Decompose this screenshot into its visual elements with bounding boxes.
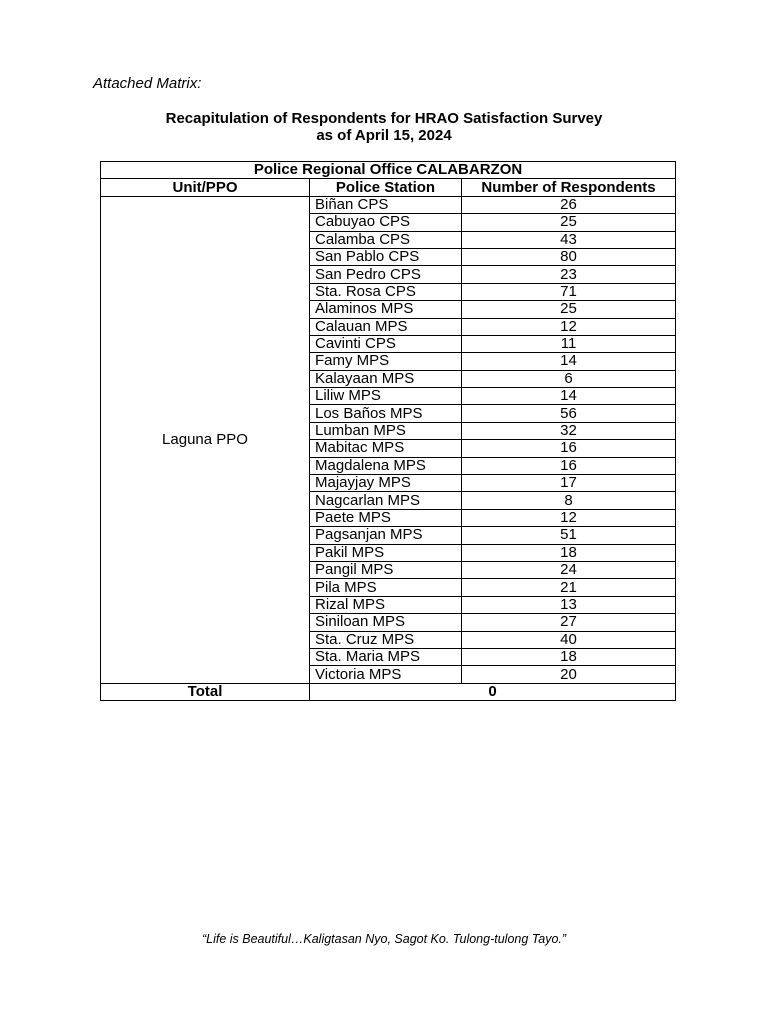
station-cell: Calamba CPS <box>310 231 462 248</box>
total-row <box>101 683 676 700</box>
respondents-cell: 25 <box>462 214 676 231</box>
station-cell: Kalayaan MPS <box>310 370 462 387</box>
document-title: Recapitulation of Respondents for HRAO Satisfaction Survey <box>165 110 603 127</box>
station-cell: Cabuyao CPS <box>310 214 462 231</box>
respondents-cell: 27 <box>462 614 676 631</box>
station-cell: Famy MPS <box>310 353 462 370</box>
respondents-cell: 12 <box>462 318 676 335</box>
station-cell: Nagcarlan MPS <box>310 492 462 509</box>
respondents-cell: 21 <box>462 579 676 596</box>
respondents-cell: 8 <box>462 492 676 509</box>
respondents-cell: 12 <box>462 509 676 526</box>
respondents-cell: 13 <box>462 596 676 613</box>
station-cell: Liliw MPS <box>310 388 462 405</box>
respondents-cell: 18 <box>462 648 676 665</box>
respondents-cell: 32 <box>462 422 676 439</box>
table-row <box>101 196 676 213</box>
respondents-cell: 24 <box>462 561 676 578</box>
respondents-cell: 26 <box>462 196 676 213</box>
station-cell: Pangil MPS <box>310 561 462 578</box>
station-cell: Siniloan MPS <box>310 614 462 631</box>
respondents-cell: 23 <box>462 266 676 283</box>
station-cell: Mabitac MPS <box>310 440 462 457</box>
station-cell: Alaminos MPS <box>310 301 462 318</box>
respondents-cell: 25 <box>462 301 676 318</box>
document-subtitle-date: as of April 15, 2024 <box>316 127 452 144</box>
station-cell: Sta. Maria MPS <box>310 648 462 665</box>
respondents-cell: 16 <box>462 457 676 474</box>
respondents-cell: 56 <box>462 405 676 422</box>
respondents-cell: 43 <box>462 231 676 248</box>
station-cell: Lumban MPS <box>310 422 462 439</box>
station-cell: San Pablo CPS <box>310 248 462 265</box>
respondents-cell: 18 <box>462 544 676 561</box>
respondents-cell: 14 <box>462 388 676 405</box>
respondents-cell: 16 <box>462 440 676 457</box>
footer-motto: “Life is Beautiful…Kaligtasan Nyo, Sagot Ko. Tulong-tulong Tayo.” <box>201 932 567 946</box>
station-cell: San Pedro CPS <box>310 266 462 283</box>
respondents-cell: 80 <box>462 248 676 265</box>
respondents-cell: 71 <box>462 283 676 300</box>
station-cell: Pila MPS <box>310 579 462 596</box>
station-cell: Pagsanjan MPS <box>310 527 462 544</box>
respondents-cell: 20 <box>462 666 676 683</box>
respondents-cell: 40 <box>462 631 676 648</box>
respondents-cell: 6 <box>462 370 676 387</box>
office-header: Police Regional Office CALABARZON <box>101 162 676 179</box>
respondents-cell: 17 <box>462 475 676 492</box>
station-cell: Magdalena MPS <box>310 457 462 474</box>
column-header-station: Police Station <box>310 179 462 196</box>
total-label: Total <box>101 683 310 700</box>
respondents-cell: 11 <box>462 335 676 352</box>
respondents-cell: 14 <box>462 353 676 370</box>
station-cell: Sta. Rosa CPS <box>310 283 462 300</box>
station-cell: Sta. Cruz MPS <box>310 631 462 648</box>
station-cell: Biñan CPS <box>310 196 462 213</box>
station-cell: Victoria MPS <box>310 666 462 683</box>
table-body <box>101 196 676 683</box>
unit-cell: Laguna PPO <box>101 196 310 683</box>
respondents-cell: 51 <box>462 527 676 544</box>
station-cell: Majayjay MPS <box>310 475 462 492</box>
column-header-respondents: Number of Respondents <box>462 179 676 196</box>
station-cell: Los Baños MPS <box>310 405 462 422</box>
station-cell: Paete MPS <box>310 509 462 526</box>
station-cell: Calauan MPS <box>310 318 462 335</box>
station-cell: Rizal MPS <box>310 596 462 613</box>
total-value: 0 <box>310 683 676 700</box>
column-header-unit: Unit/PPO <box>101 179 310 196</box>
attached-matrix-label: Attached Matrix: <box>93 75 202 92</box>
respondents-table <box>100 161 676 701</box>
station-cell: Cavinti CPS <box>310 335 462 352</box>
station-cell: Pakil MPS <box>310 544 462 561</box>
